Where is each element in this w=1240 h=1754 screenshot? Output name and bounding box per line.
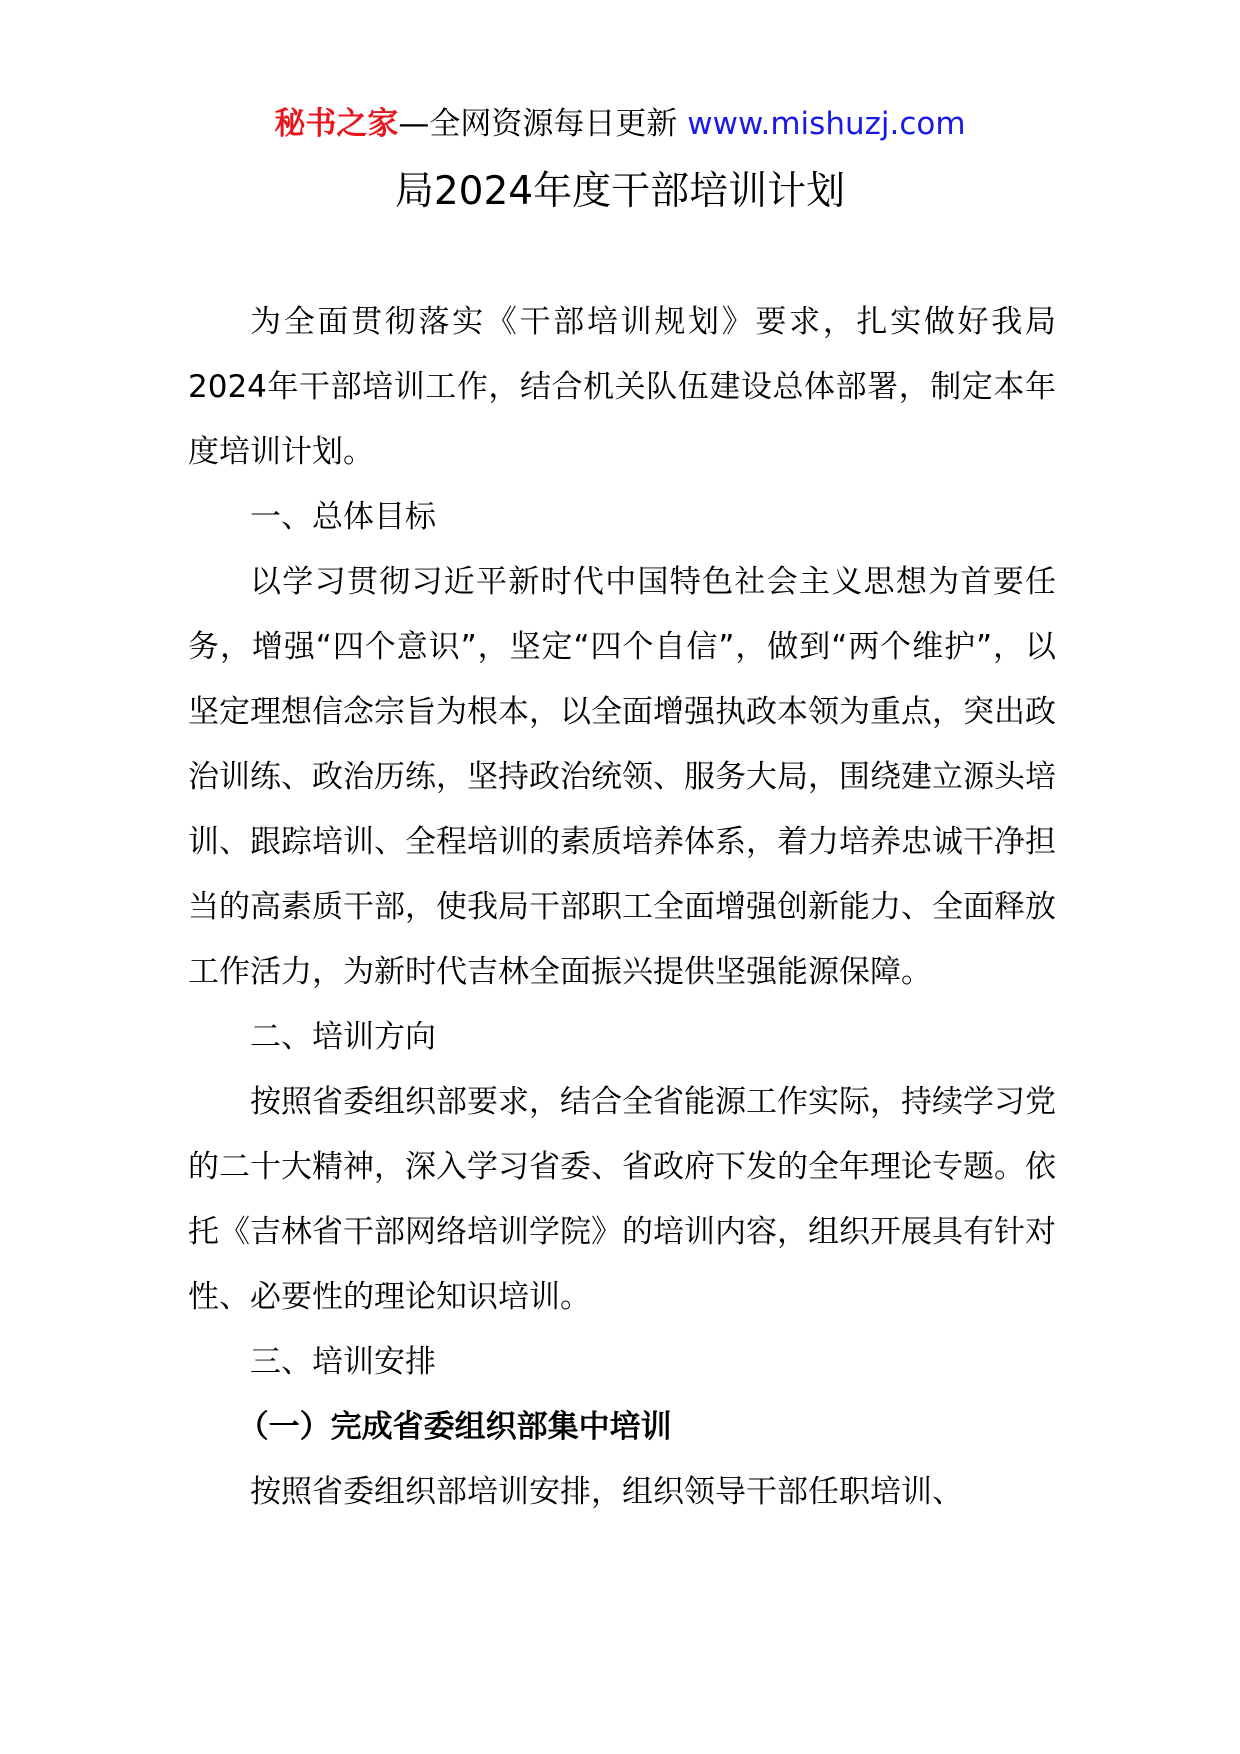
subsection-1-paragraph: 按照省委组织部培训安排，组织领导干部任职培训、 [250,1474,963,1510]
section-heading-2: 二、培训方向 [250,1019,436,1055]
section-heading-1: 一、总体目标 [250,499,436,535]
site-url-link[interactable]: www.mishuzj.com [687,106,966,142]
section-1-paragraph: 以学习贯彻习近平新时代中国特色社会主义思想为首要任务，增强“四个意识”，坚定“四个自信”，做到“两个维护”，以坚定理想信念宗旨为根本，以全面增强执政本领为重点，突出政治训练、政治历练，坚持政治统领、服务大局，围绕建立源头培训、跟踪培训、全程培训的素质培养体系，着力培养忠诚干净担当的高素质干部，使我局干部职工全面增强创新能力、全面释放工作活力，为新时代吉林全面振兴提供坚强能源保障。 [188,564,1056,990]
brand-name: 秘书之家 [274,106,399,142]
section-2-paragraph: 按照省委组织部要求，结合全省能源工作实际，持续学习党的二十大精神，深入学习省委、省政府下发的全年理论专题。依托《吉林省干部网络培训学院》的培训内容，组织开展具有针对性、必要性的理论知识培训。 [188,1084,1056,1315]
header-slogan: —全网资源每日更新 [398,106,688,142]
subsection-heading-1: （一）完成省委组织部集中培训 [237,1409,672,1445]
section-heading-3: 三、培训安排 [250,1344,436,1380]
document-title: 局2024年度干部培训计划 [394,169,846,214]
document-body [188,290,1056,1525]
intro-paragraph: 为全面贯彻落实《干部培训规划》要求，扎实做好我局2024年干部培训工作，结合机关队伍建设总体部署，制定本年度培训计划。 [188,304,1056,470]
site-header [0,102,1240,146]
